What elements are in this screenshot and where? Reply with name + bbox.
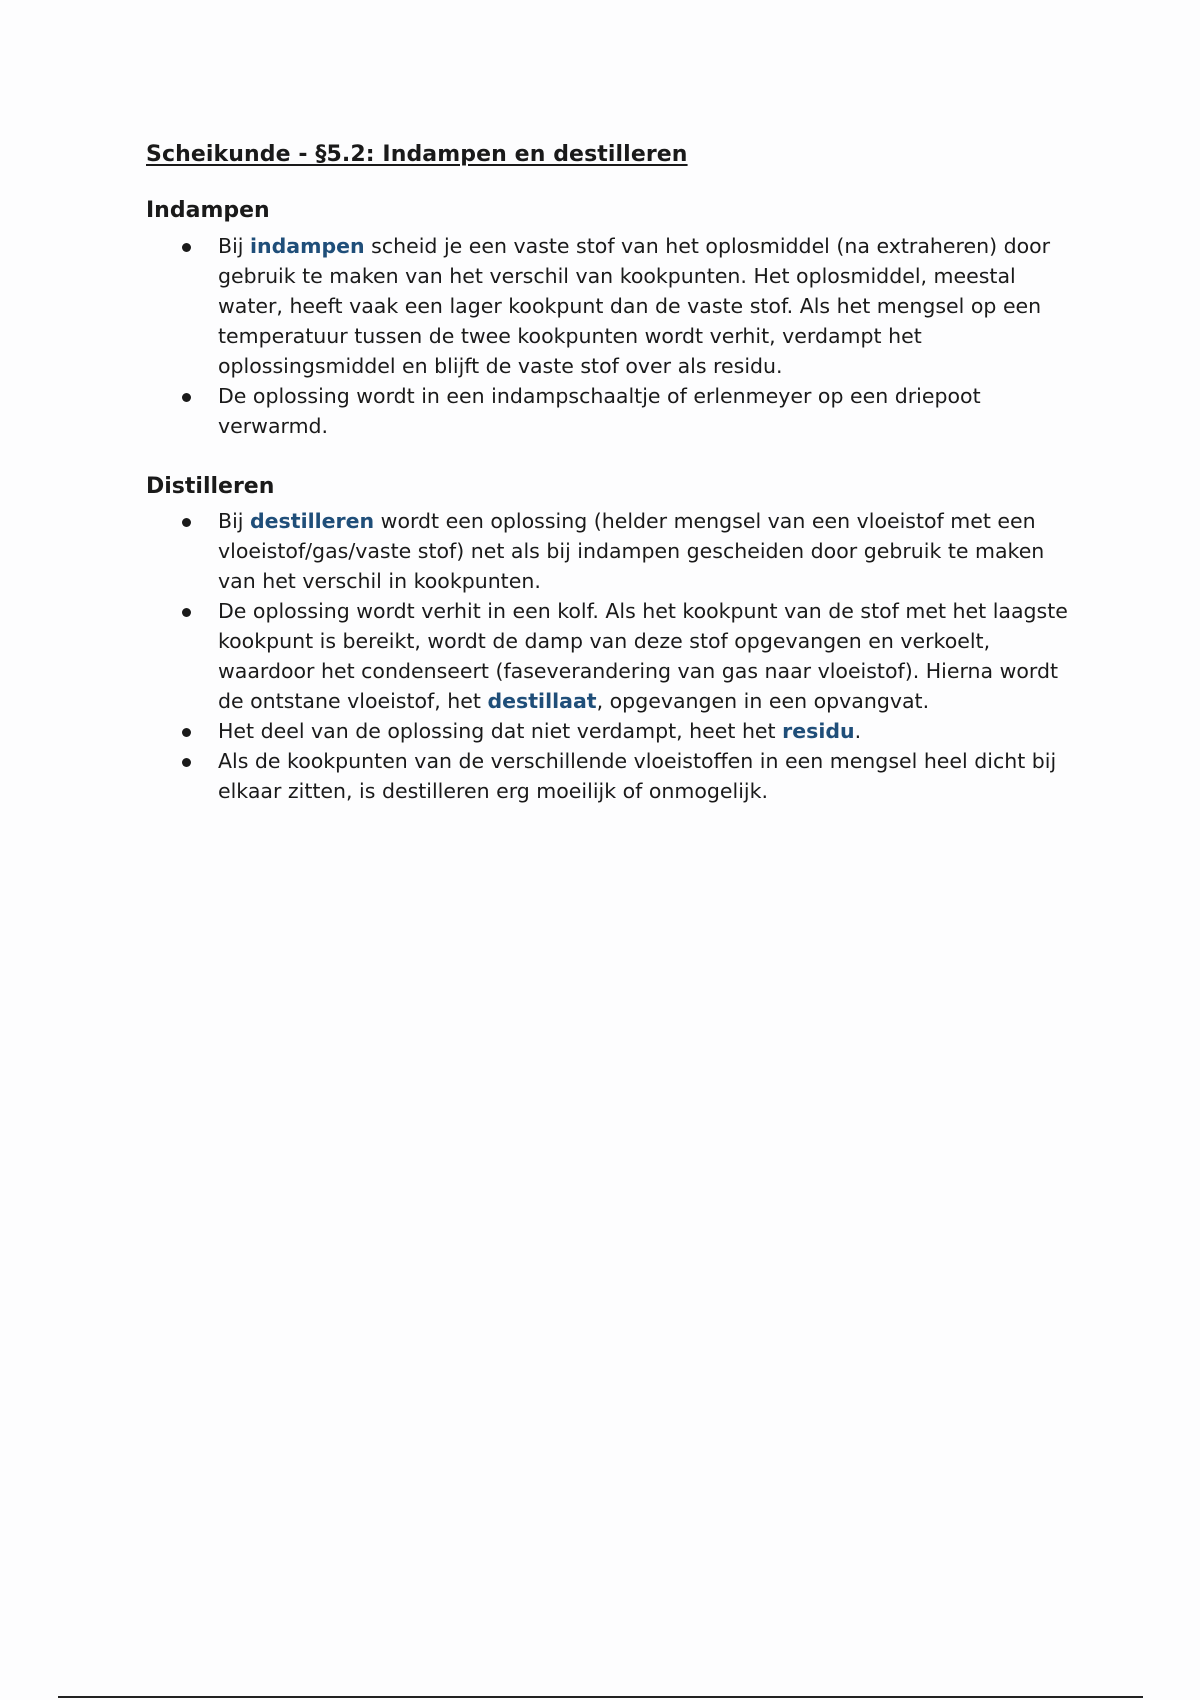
bullet-icon bbox=[182, 243, 191, 252]
bullet-icon bbox=[182, 758, 191, 767]
term-residu: residu bbox=[782, 719, 855, 743]
list-item: De oplossing wordt verhit in een kolf. Als het kookpunt van de stof met het laagste kookpunt is bereikt, wordt de damp van deze stof opgevangen en verkoelt, waardoor het condenseert (faseverandering van gas naar vloeistof). Hierna wordt de ontstane vloeistof, het destillaat, opgevangen in een opvangvat. bbox=[146, 596, 1076, 716]
bullet-list-distilleren bbox=[146, 506, 1076, 806]
bullet-icon bbox=[182, 393, 191, 402]
term-destillaat: destillaat bbox=[487, 689, 597, 713]
term-destilleren: destilleren bbox=[249, 509, 375, 533]
bullet-icon bbox=[182, 728, 191, 737]
bullet-list-indampen bbox=[146, 231, 1076, 441]
section-heading-indampen: Indampen bbox=[146, 198, 270, 223]
section-heading-distilleren: Distilleren bbox=[146, 474, 275, 499]
footer-divider bbox=[58, 1696, 1143, 1698]
list-item: De oplossing wordt in een indampschaaltje of erlenmeyer op een driepoot verwarmd. bbox=[146, 381, 1076, 441]
list-item: Bij indampen scheid je een vaste stof van het oplosmiddel (na extraheren) door gebruik te maken van het verschil van kookpunten. Het oplosmiddel, meestal water, heeft vaak een lager kookpunt dan de vaste stof. Als het mengsel op een temperatuur tussen de twee kookpunten wordt verhit, verdampt het oplossingsmiddel en blijft de vaste stof over als residu. bbox=[146, 231, 1076, 381]
list-item: Als de kookpunten van de verschillende vloeistoffen in een mengsel heel dicht bij elkaar zitten, is destilleren erg moeilijk of onmogelijk. bbox=[146, 746, 1076, 806]
term-indampen: indampen bbox=[249, 234, 365, 258]
bullet-icon bbox=[182, 608, 191, 617]
list-item: Bij destilleren wordt een oplossing (helder mengsel van een vloeistof met een vloeistof/gas/vaste stof) net als bij indampen gescheiden door gebruik te maken van het verschil in kookpunten. bbox=[146, 506, 1076, 596]
list-item: Het deel van de oplossing dat niet verdampt, heet het residu. bbox=[146, 716, 1076, 746]
document-title: Scheikunde - §5.2: Indampen en destilleren bbox=[146, 142, 688, 167]
bullet-icon bbox=[182, 518, 191, 527]
